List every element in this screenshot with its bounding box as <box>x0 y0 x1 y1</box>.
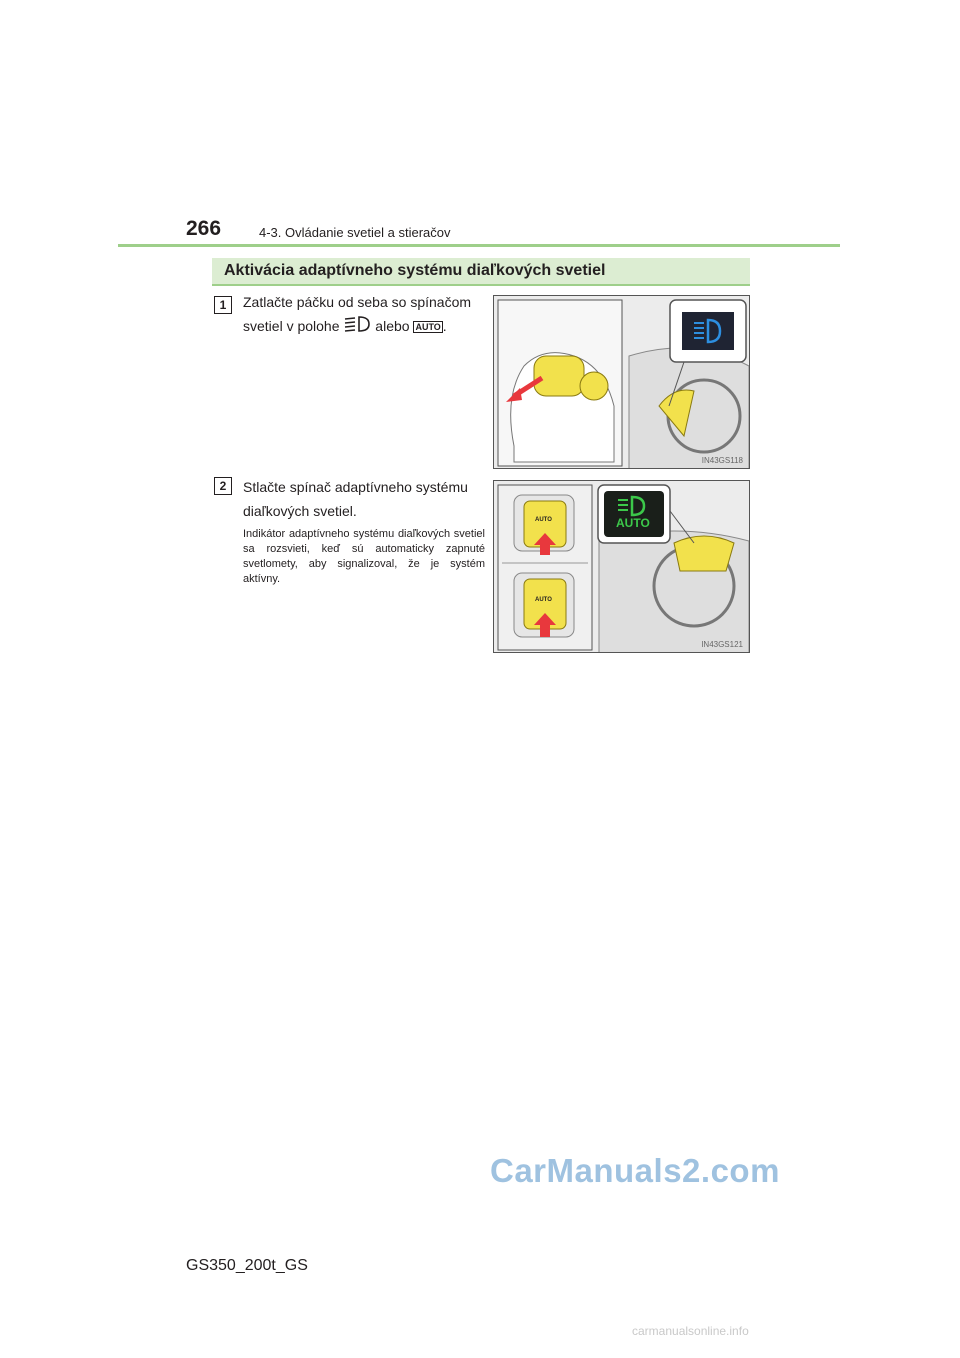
footer-model: GS350_200t_GS <box>186 1257 308 1274</box>
step-number-1: 1 <box>214 296 232 314</box>
upper-switch-auto-label: AUTO <box>535 517 552 523</box>
step-1-text <box>243 290 483 340</box>
header-rule <box>118 244 840 247</box>
step-1-text-end: . <box>442 318 447 334</box>
watermark-logo: CarManuals2.com <box>490 1152 780 1189</box>
step-2-text: Stlačte spínač adaptívneho systému diaľkových svetiel. <box>243 479 468 519</box>
figure-adaptive-switch <box>493 480 750 653</box>
step-number-2: 2 <box>214 477 232 495</box>
lever-illustration <box>494 296 750 469</box>
section-title: 4-3. Ovládanie svetiel a stieračov <box>259 225 451 240</box>
figure-lever-push <box>493 295 750 469</box>
step-1-text-part1: Zatlačte páčku od seba so spínačom svetiel v polohe <box>243 294 472 334</box>
step-1-text-part2: alebo <box>375 318 410 334</box>
page-number: 266 <box>186 217 222 240</box>
lower-switch-auto-label: AUTO <box>535 597 552 603</box>
auto-position-icon: AUTO <box>415 322 441 333</box>
figure-2-code: IN43GS121 <box>701 640 743 649</box>
step-2-note: Indikátor adaptívneho systému diaľkových svetiel sa rozsvieti, keď sú automaticky zapnuté svetlomety, aby signalizoval, že je systém aktívny. <box>243 528 485 585</box>
switch-illustration <box>494 481 750 653</box>
headlight-position-icon <box>343 315 371 340</box>
banner-title: Aktivácia adaptívneho systému diaľkových svetiel <box>224 262 606 279</box>
topic-banner <box>212 258 750 286</box>
indicator-auto-label: AUTO <box>616 516 650 530</box>
figure-1-code: IN43GS118 <box>701 456 743 465</box>
watermark-site: carmanualsonline.info <box>632 1324 749 1338</box>
